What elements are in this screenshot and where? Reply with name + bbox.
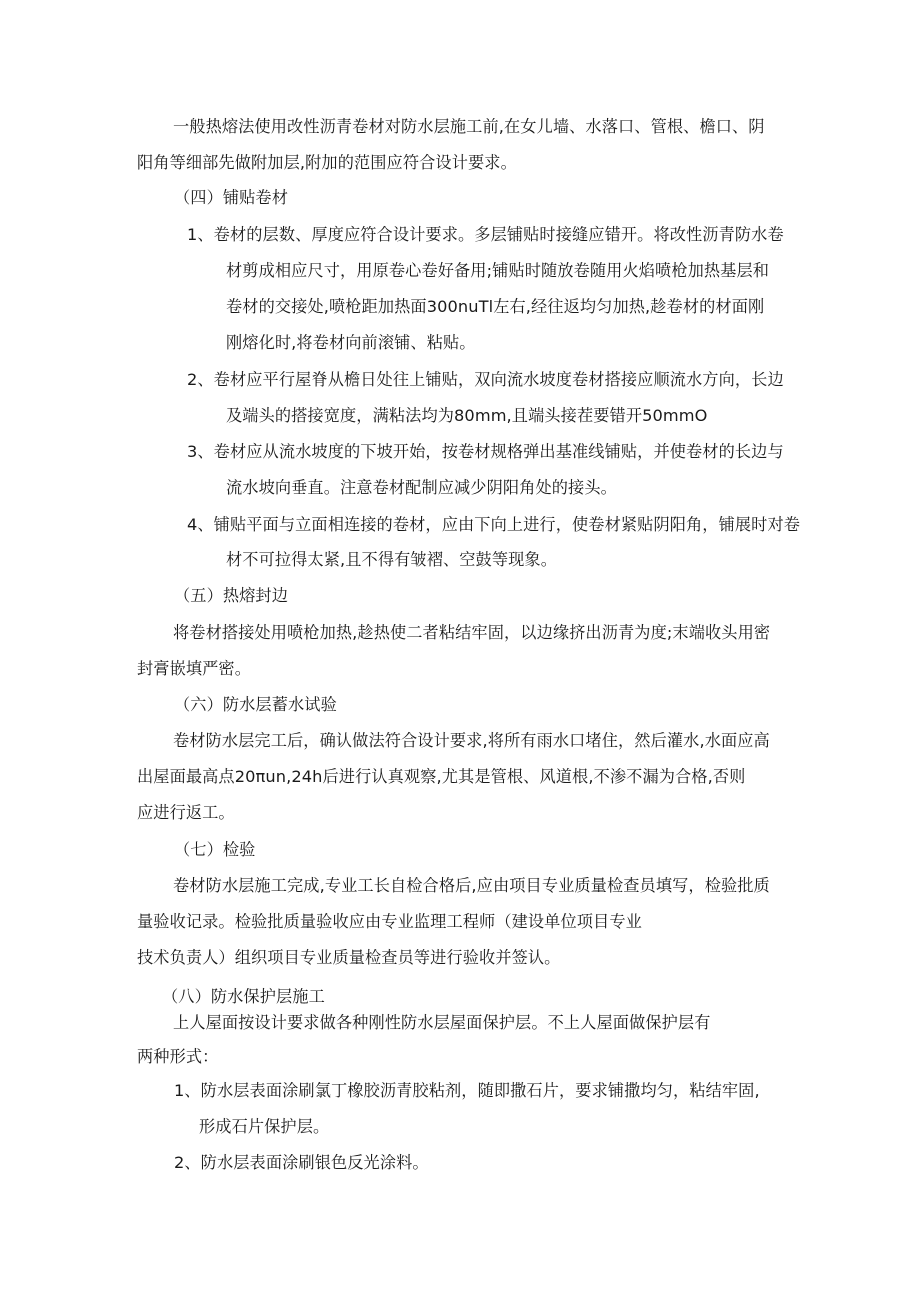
section-4-item-2-line-2: 及端头的搭接宽度，满粘法均为80mm,且端头接茬要错开50mmO (226, 406, 708, 425)
section-7-heading: （七）检验 (174, 840, 256, 859)
section-4-item-1-line-2: 材剪成相应尺寸，用原卷心卷好备用;铺贴时随放卷随用火焰喷枪加热基层和 (226, 261, 770, 280)
section-8-heading: （八）防水保护层施工 (162, 987, 325, 1006)
section-6-line-3: 应进行返工。 (137, 803, 235, 822)
section-6-heading: （六）防水层蓄水试验 (174, 695, 337, 714)
section-4-item-2-line-1: 2、卷材应平行屋脊从檐日处往上铺贴，双向流水坡度卷材搭接应顺流水方向，长边 (187, 370, 784, 389)
section-7-line-3: 技术负责人）组织项目专业质量检查员等进行验收并签认。 (137, 948, 561, 967)
section-4-item-3-line-2: 流水坡向垂直。注意卷材配制应减少阴阳角处的接头。 (226, 478, 617, 497)
section-4-item-1-line-3: 卷材的交接处,喷枪距加热面300nuTl左右,经往返均匀加热,趁卷材的材面刚 (226, 297, 765, 316)
section-7-line-2: 量验收记录。检验批质量验收应由专业监理工程师（建设单位项目专业 (137, 912, 642, 931)
section-8-line-1: 上人屋面按设计要求做各种刚性防水层屋面保护层。不上人屋面做保护层有 (173, 1013, 711, 1032)
section-4-item-1-line-4: 刚熔化时,将卷材向前滚铺、粘贴。 (226, 333, 476, 352)
section-8-item-2-line-1: 2、防水层表面涂刷银色反光涂料。 (174, 1153, 429, 1172)
section-4-item-4-line-2: 材不可拉得太紧,且不得有皱褶、空鼓等现象。 (226, 550, 557, 569)
section-4-heading: （四）铺贴卷材 (174, 188, 289, 207)
section-6-line-1: 卷材防水层完工后，确认做法符合设计要求,将所有雨水口堵住，然后灌水,水面应高 (173, 731, 770, 750)
section-4-item-4-line-1: 4、铺贴平面与立面相连接的卷材，应由下向上进行，使卷材紧贴阴阳角，铺展时对卷 (187, 515, 801, 534)
section-4-item-1-line-1: 1、卷材的层数、厚度应符合设计要求。多层铺贴时接缝应错开。将改性沥青防水卷 (187, 225, 784, 244)
paragraph-1-line-1: 一般热熔法使用改性沥青卷材对防水层施工前,在女儿墙、水落口、管根、檐口、阴 (173, 117, 765, 136)
section-5-heading: （五）热熔封边 (174, 586, 289, 605)
paragraph-1-line-2: 阳角等细部先做附加层,附加的范围应符合设计要求。 (137, 153, 517, 172)
section-8-item-1-line-2: 形成石片保护层。 (199, 1117, 330, 1136)
section-7-line-1: 卷材防水层施工完成,专业工长自检合格后,应由项目专业质量检查员填写，检验批质 (173, 876, 770, 895)
section-6-line-2: 出屋面最高点20πun,24h后进行认真观察,尤其是管根、风道根,不渗不漏为合格,否则 (137, 767, 746, 786)
section-4-item-3-line-1: 3、卷材应从流水坡度的下坡开始，按卷材规格弹出基准线铺贴，并使卷材的长边与 (187, 442, 784, 461)
section-5-line-1: 将卷材搭接处用喷枪加热,趁热使二者粘结牢固，以边缘挤出沥青为度;末端收头用密 (173, 623, 771, 642)
section-8-item-1-line-1: 1、防水层表面涂刷氯丁橡胶沥青胶粘剂，随即撒石片，要求铺撒均匀，粘结牢固, (174, 1081, 760, 1100)
section-8-line-2: 两种形式： (137, 1047, 219, 1066)
section-5-line-2: 封膏嵌填严密。 (137, 659, 252, 678)
